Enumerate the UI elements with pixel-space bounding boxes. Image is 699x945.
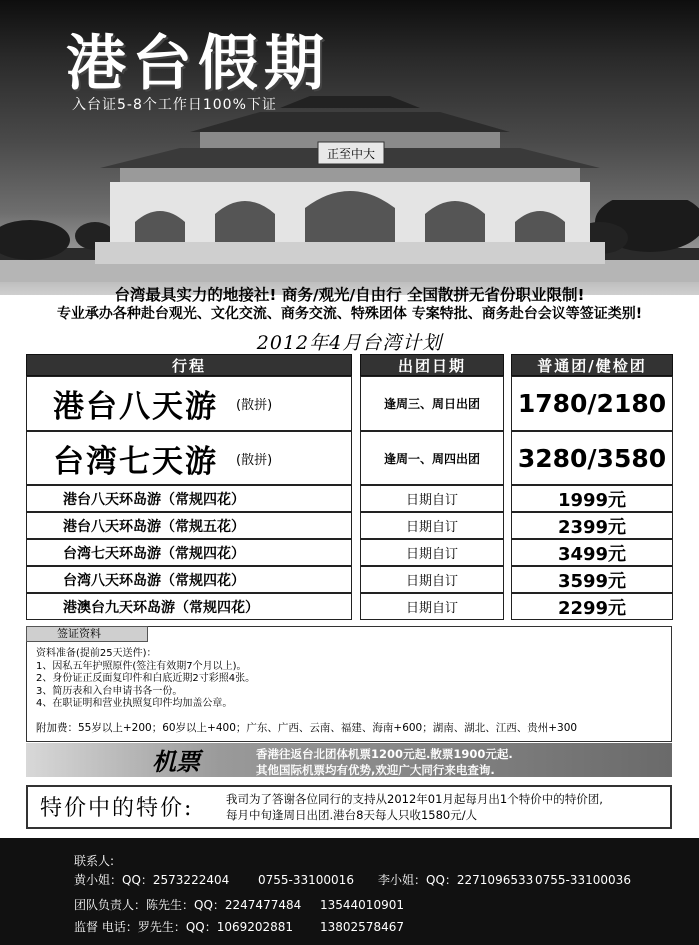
col-header-price: 普通团/健检团 bbox=[511, 354, 673, 376]
col-header-route: 行程 bbox=[26, 354, 352, 376]
contact-row bbox=[74, 896, 404, 913]
visa-line: 资料准备(提前25天送件)： bbox=[36, 648, 157, 659]
route-date: 日期自订 bbox=[360, 566, 504, 593]
contact-phone: 0755-33100016 bbox=[258, 873, 354, 887]
gate-illustration bbox=[0, 92, 699, 282]
visa-promise: 入台证5-8个工作日100%下证 bbox=[72, 97, 277, 113]
table-row-featured-name bbox=[26, 376, 352, 431]
special-offer-label: 特价中的特价: bbox=[40, 796, 194, 821]
route-price: 3599元 bbox=[511, 566, 673, 593]
route-price: 2399元 bbox=[511, 512, 673, 539]
col-header-date: 出团日期 bbox=[360, 354, 504, 376]
route-name: 台湾七天游 bbox=[53, 443, 218, 480]
route-date: 日期自订 bbox=[360, 593, 504, 620]
tagline-secondary: 专业承办各种赴台观光、文化交流、商务交流、特殊团体 专案特批、商务赴台会议等签证类别! bbox=[56, 306, 643, 322]
route-price: 3499元 bbox=[511, 539, 673, 566]
table-row-featured-name bbox=[26, 431, 352, 485]
ticket-line: 香港往返台北团体机票1200元起.散票1900元起. bbox=[256, 747, 513, 761]
visa-section-tab: 签证资料 bbox=[26, 626, 148, 642]
route-name: 港台八天环岛游（常规五花） bbox=[26, 512, 352, 539]
route-date: 日期自订 bbox=[360, 539, 504, 566]
route-name: 港台八天游 bbox=[53, 389, 218, 425]
contact-phone: 13544010901 bbox=[320, 898, 404, 912]
contact-qq: 监督 电话：罗先生：QQ：1069202881 bbox=[74, 920, 294, 934]
route-date: 日期自订 bbox=[360, 512, 504, 539]
route-price: 2299元 bbox=[511, 593, 673, 620]
contact-row bbox=[74, 918, 404, 935]
special-offer-line: 每月中旬逢周日出团.港台8天每人只收1580元/人 bbox=[226, 808, 478, 822]
tagline-primary: 台湾最具实力的地接社! 商务/观光/自由行 全国散拼无省份职业限制! bbox=[114, 286, 585, 304]
visa-line: 3、简历表和入台申请书各一份。 bbox=[36, 685, 183, 697]
contact-qq: 团队负责人：陈先生：QQ：2247477484 bbox=[74, 898, 302, 912]
route-name: 港台八天环岛游（常规四花） bbox=[26, 485, 352, 512]
route-price: 1780/2180 bbox=[511, 376, 673, 431]
route-date: 日期自订 bbox=[360, 485, 504, 512]
route-note: (散拼) bbox=[236, 398, 273, 413]
ticket-label: 机票 bbox=[152, 747, 200, 776]
visa-line: 1、因私五年护照原件(签注有效期7个月以上)。 bbox=[36, 660, 247, 672]
route-date: 逢周一、周四出团 bbox=[360, 431, 504, 485]
banner bbox=[0, 0, 699, 295]
visa-line: 4、在职证明和营业执照复印件均加盖公章。 bbox=[36, 698, 233, 709]
ticket-line: 其他国际机票均有优势,欢迎广大同行来电查询. bbox=[256, 763, 495, 777]
contacts-heading: 联系人: bbox=[74, 854, 115, 868]
brand-title: 港台假期 bbox=[66, 29, 330, 99]
visa-line: 2、身份证正反面复印件和白底近期2寸彩照4张。 bbox=[36, 673, 256, 684]
route-name: 港澳台九天环岛游（常规四花） bbox=[26, 593, 352, 620]
plan-title: 2012年4月台湾计划 bbox=[256, 332, 443, 354]
contact-phone: 0755-33100036 bbox=[535, 873, 631, 887]
contact-qq: 李小姐：QQ：2271096533 bbox=[378, 873, 534, 887]
contact-row bbox=[74, 871, 631, 888]
visa-requirements bbox=[36, 648, 255, 711]
surcharge-note: 附加费：55岁以上+200；60岁以上+400；广东、广西、云南、福建、海南+600；湖南、湖北、江西、贵州+300 bbox=[36, 722, 578, 734]
route-name: 台湾七天环岛游（常规四花） bbox=[26, 539, 352, 566]
contact-phone: 13802578467 bbox=[320, 920, 404, 934]
route-name: 台湾八天环岛游（常规四花） bbox=[26, 566, 352, 593]
route-date: 逢周三、周日出团 bbox=[360, 376, 504, 431]
route-price: 1999元 bbox=[511, 485, 673, 512]
contact-qq: 黄小姐：QQ：2573222404 bbox=[74, 873, 230, 887]
route-note: (散拼) bbox=[236, 452, 273, 468]
route-price: 3280/3580 bbox=[511, 431, 673, 485]
special-offer-line: 我司为了答谢各位同行的支持从2012年01月起每月出1个特价中的特价团, bbox=[226, 792, 603, 806]
gate-sign: 正至中大 bbox=[326, 147, 376, 161]
